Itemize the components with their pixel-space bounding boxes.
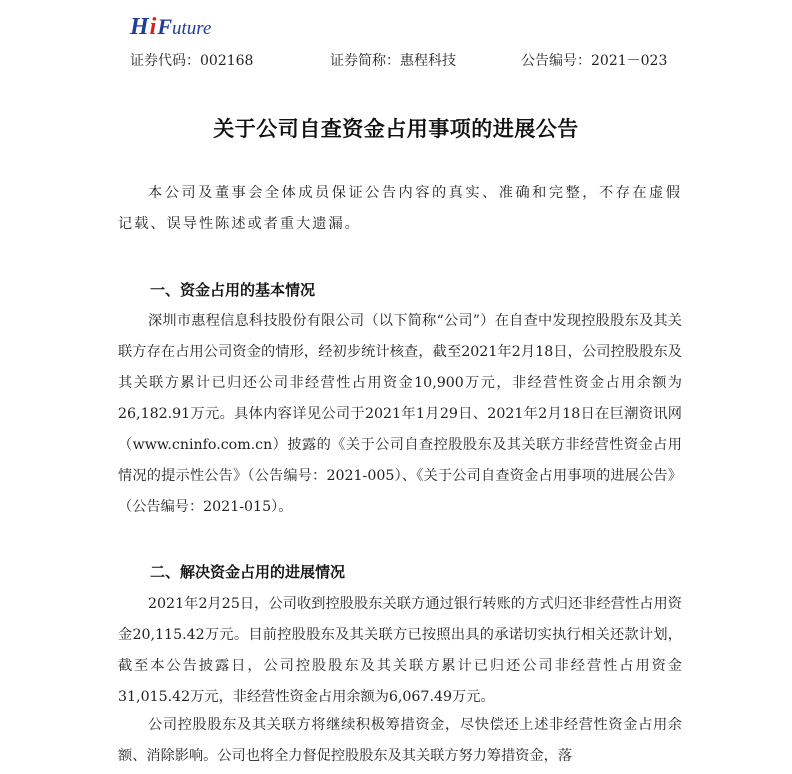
header-info-row [0,50,792,72]
section-paragraph: 公司控股股东及其关联方将继续积极筹措资金，尽快偿还上述非经营性资金占用余额、消除影响。公司也将全力督促控股股东及其关联方努力筹措资金，落 [118,717,682,764]
board-declaration: 本公司及董事会全体成员保证公告内容的真实、准确和完整，不存在虚假记载、误导性陈述或者重大遗漏。 [118,185,682,232]
section-heading-basic-situation: 一、资金占用的基本情况 [150,281,316,299]
section-heading-progress: 二、解决资金占用的进展情况 [150,563,346,581]
logo-letter-f: F [157,14,173,39]
document-title: 关于公司自查资金占用事项的进展公告 [213,117,579,141]
logo-text-rest: uture [172,18,212,39]
logo-letter-i: i [149,14,157,40]
section-paragraph: 深圳市惠程信息科技股份有限公司（以下简称“公司”）在自查中发现控股股东及其关联方存在占用公司资金的情形，经初步统计核查，截至2021年2月18日，公司控股股东及其关联方累计已归还公司非经营性占用资金10,900万元，非经营性资金占用余额为26,182.91万元。具体内容详见公司于2021年1月29日、2021年2月18日在巨潮资讯网（www.cninfo.com.cn）披露的《关于公司自查控股股东及其关联方非经营性资金占用情况的提示性公告》（公告编号：2021-005）、《关于公司自查资金占用事项的进展公告》（公告编号：2021-015）。 [118,313,682,515]
logo-letter-h: H [130,14,149,40]
stock-name: 证券简称：惠程科技 [330,53,456,69]
section-paragraph: 2021年2月25日，公司收到控股股东关联方通过银行转账的方式归还非经营性占用资金20,115.42万元。目前控股股东及其关联方已按照出具的承诺切实执行相关还款计划，截至本公告披露日，公司控股股东及其关联方累计已归还公司非经营性占用资金31,015.42万元，非经营性资金占用余额为6,067.49万元。 [118,596,682,705]
announcement-number: 公告编号：2021－023 [521,53,668,69]
stock-code: 证券代码：002168 [130,53,254,69]
company-logo [130,14,211,42]
